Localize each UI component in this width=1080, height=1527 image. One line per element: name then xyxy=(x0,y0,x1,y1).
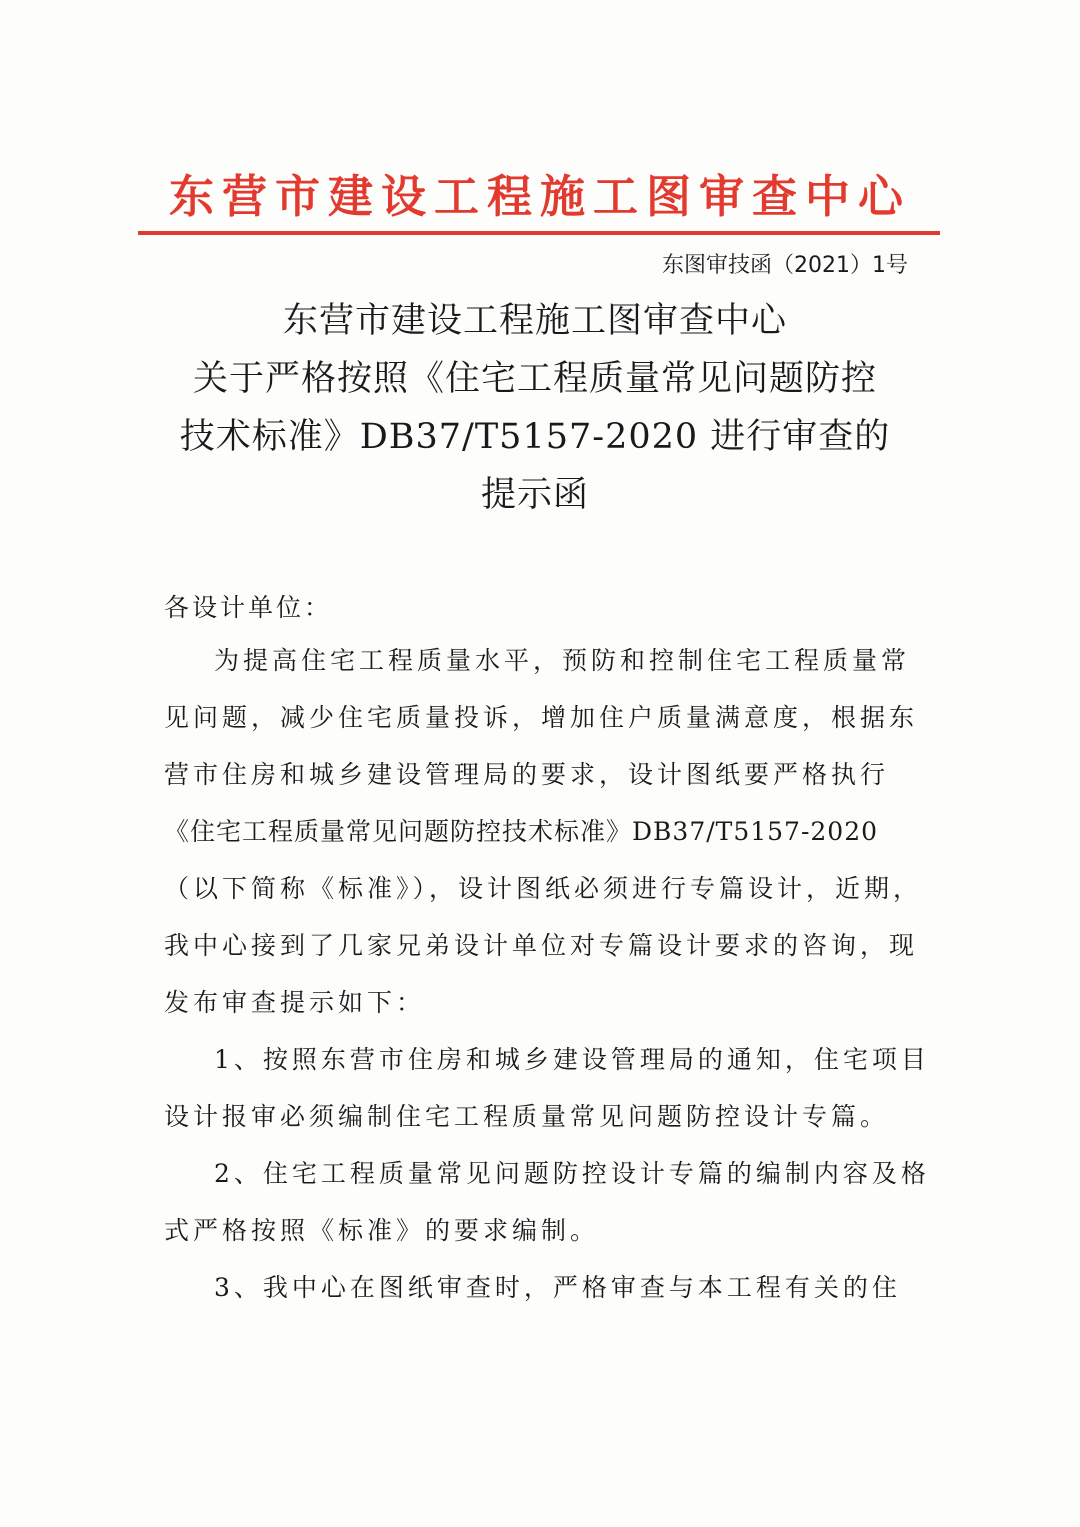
body-line: 1、按照东营市住房和城乡建设管理局的通知，住宅项目 xyxy=(214,1045,930,1074)
body-line: 发布审查提示如下： xyxy=(164,988,426,1017)
title-line: 提示函 xyxy=(480,475,589,515)
body-line: 我中心接到了几家兄弟设计单位对专篇设计要求的咨询，现 xyxy=(164,931,919,960)
body-line: 设计报审必须编制住宅工程质量常见问题防控设计专篇。 xyxy=(164,1102,890,1131)
body-text xyxy=(164,636,930,1320)
body-line: 营市住房和城乡建设管理局的要求，设计图纸要严格执行 xyxy=(164,760,890,789)
document-title xyxy=(130,292,940,524)
document-number: 东图审技函（2021）1号 xyxy=(662,253,908,278)
title-line: 东营市建设工程施工图审查中心 xyxy=(282,301,787,341)
letterhead-org-name: 东营市建设工程施工图审查中心 xyxy=(168,170,911,223)
salutation: 各设计单位： xyxy=(164,593,333,622)
body-line: 2、住宅工程质量常见问题防控设计专篇的编制内容及格 xyxy=(214,1159,930,1188)
body-line: 为提高住宅工程质量水平，预防和控制住宅工程质量常 xyxy=(214,646,911,675)
body-line: 《住宅工程质量常见问题防控技术标准》DB37/T5157-2020 xyxy=(164,817,879,846)
body-line: 3、我中心在图纸审查时，严格审查与本工程有关的住 xyxy=(214,1273,901,1302)
letterhead-red-rule xyxy=(138,231,940,235)
title-line: 关于严格按照《住宅工程质量常见问题防控 xyxy=(192,359,877,399)
body-line: 见问题，减少住宅质量投诉，增加住户质量满意度，根据东 xyxy=(164,703,919,732)
title-line: 技术标准》DB37/T5157-2020 进行审查的 xyxy=(179,417,891,457)
body-line: （以下简称《标准》），设计图纸必须进行专篇设计，近期， xyxy=(164,874,923,903)
body-line: 式严格按照《标准》的要求编制。 xyxy=(164,1216,600,1245)
